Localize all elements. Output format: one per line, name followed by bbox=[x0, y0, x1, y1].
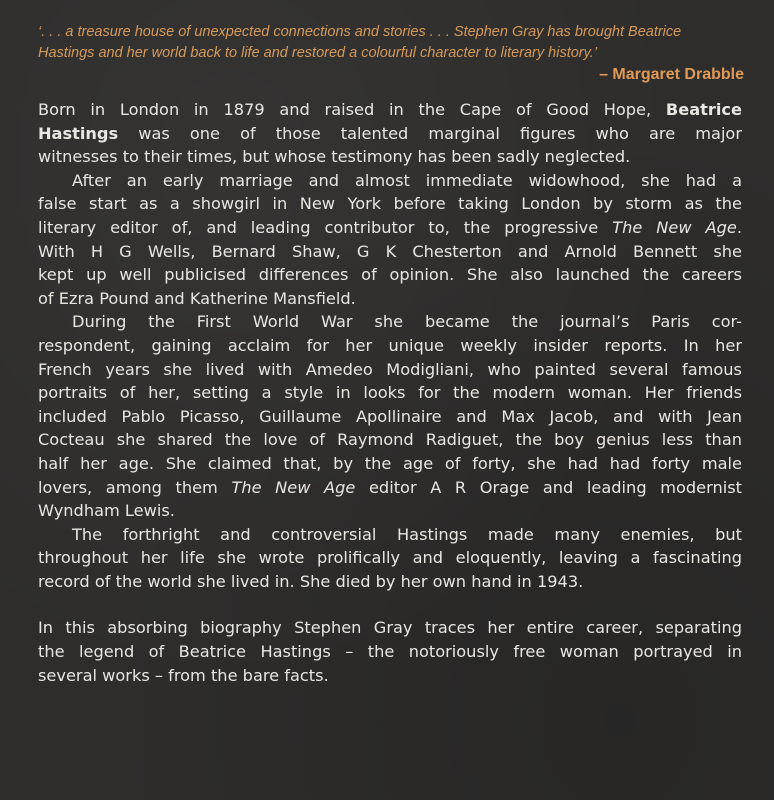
paragraph-gap bbox=[38, 593, 742, 616]
text-line: French years she lived with Amedeo Modigliani, who painted several famous bbox=[38, 359, 742, 379]
text-segment: . bbox=[736, 217, 743, 237]
text-line: After an early marriage and almost immediate widowhood, she had a bbox=[72, 170, 742, 190]
text-line bbox=[38, 476, 742, 500]
text-line: the legend of Beatrice Hastings – the notoriously free woman portrayed in bbox=[38, 642, 742, 662]
text-line: Cocteau she shared the love of Raymond Radiguet, the boy genius less than bbox=[38, 430, 742, 450]
text-line: Wyndham Lewis. bbox=[38, 501, 175, 521]
text-line bbox=[38, 216, 742, 240]
text-segment: editor A R Orage and leading modernist bbox=[355, 477, 743, 497]
text-line: portraits of her, setting a style in looks for the modern woman. Her friends bbox=[38, 383, 742, 403]
blurb-paragraph-2 bbox=[38, 169, 742, 311]
text-segment: lovers, among them bbox=[38, 477, 232, 497]
blurb-paragraph-5 bbox=[38, 616, 742, 687]
text-line: of Ezra Pound and Katherine Mansfield. bbox=[38, 288, 356, 308]
text-line: false start as a showgirl in New York before taking London by storm as the bbox=[38, 194, 742, 214]
text-line: throughout her life she wrote prolifically and eloquently, leaving a fascinating bbox=[38, 548, 742, 568]
text-segment: was one of those talented marginal figures who are major bbox=[118, 123, 742, 143]
blurb-paragraph-4 bbox=[38, 523, 742, 594]
text-line: record of the world she lived in. She died by her own hand in 1943. bbox=[38, 571, 584, 591]
text-segment: literary editor of, and leading contributor to, the progressive bbox=[38, 217, 613, 237]
quote-line: ‘. . . a treasure house of unexpected connections and stories . . . Stephen Gray has brought Beatrice bbox=[38, 24, 682, 40]
text-line: included Pablo Picasso, Guillaume Apollinaire and Max Jacob, and with Jean bbox=[38, 406, 742, 426]
blurb-paragraph-1 bbox=[38, 98, 742, 169]
quote-line: Hastings and her world back to life and restored a colourful character to literary history.’ bbox=[38, 45, 598, 61]
text-line: respondent, gaining acclaim for her unique weekly insider reports. In her bbox=[38, 335, 742, 355]
text-line: kept up well publicised differences of opinion. She also launched the careers bbox=[38, 265, 742, 285]
review-quote bbox=[38, 22, 738, 64]
text-segment: Born in London in 1879 and raised in the Cape of Good Hope, bbox=[38, 100, 666, 119]
text-line: half her age. She claimed that, by the age of forty, she had had forty male bbox=[38, 453, 742, 473]
blurb-text bbox=[38, 98, 742, 687]
text-line: witnesses to their times, but whose testimony has been sadly neglected. bbox=[38, 147, 631, 167]
text-line: several works – from the bare facts. bbox=[38, 665, 329, 685]
text-line bbox=[38, 122, 742, 146]
text-line: During the First World War she became the journal’s Paris cor- bbox=[72, 312, 742, 332]
subject-name: Beatrice bbox=[665, 100, 742, 119]
journal-title: The New Age bbox=[231, 477, 356, 497]
text-line bbox=[38, 98, 742, 122]
text-line: The forthright and controversial Hastings made many enemies, but bbox=[72, 524, 742, 544]
text-line: In this absorbing biography Stephen Gray traces her entire career, separating bbox=[38, 618, 742, 638]
subject-name: Hastings bbox=[38, 123, 119, 143]
blurb-paragraph-3 bbox=[38, 310, 742, 522]
quote-attribution: – Margaret Drabble bbox=[599, 66, 744, 83]
text-line: With H G Wells, Bernard Shaw, G K Chesterton and Arnold Bennett she bbox=[38, 241, 742, 261]
journal-title: The New Age bbox=[612, 217, 737, 237]
